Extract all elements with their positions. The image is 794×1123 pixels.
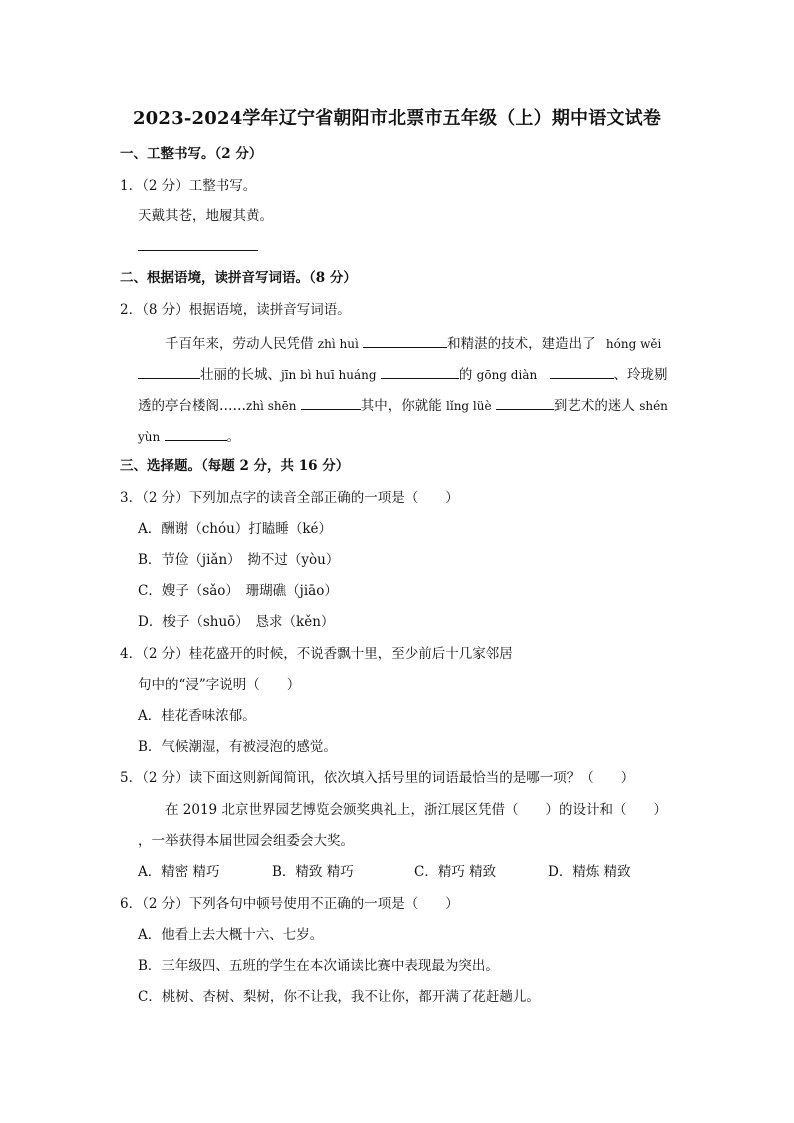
question-2-line-3 [138,395,668,415]
passage-text: 的 [458,367,473,383]
passage-text: 透的亭台楼阁…… [138,398,246,414]
section-3-heading: 三、选择题。（每题 2 分，共 16 分） [120,458,350,474]
passage-text: 和精湛的技术，建造出了 [447,336,596,352]
passage-text: 壮丽的长城、 [200,367,281,383]
question-3-option-b[interactable]: B．节俭（jiǎn） 拗不过（yòu） [138,552,340,568]
question-2-line-2 [138,364,668,384]
question-6-stem: 6．（2 分）下列各句中顿号使用不正确的一项是（ ） [120,896,459,912]
question-5-option-d[interactable]: D．精炼 精致 [548,864,631,880]
question-2-line-1 [165,333,661,353]
question-5-stem: 5．（2 分）读下面这则新闻简讯，依次填入括号里的词语最恰当的是哪一项？（ ） [120,770,635,786]
question-4-option-a[interactable]: A．桂花香味浓郁。 [138,708,256,724]
question-3-option-a[interactable]: A．酬谢（chóu）打瞌睡（ké） [138,521,332,537]
question-1-stem: 1．（2 分）工整书写。 [120,178,257,194]
question-5-option-c[interactable]: C．精巧 精致 [414,864,497,880]
answer-blank[interactable] [165,426,227,441]
passage-text: 其中，你就能 [360,398,442,414]
passage-text: 千百年来，劳动人民凭借 [165,336,318,352]
pinyin: zhì huì [317,337,359,351]
answer-blank[interactable] [138,236,258,251]
answer-blank[interactable] [550,364,614,379]
question-5-passage-2: ，一举获得本届世园会组委会大奖。 [138,833,354,849]
passage-text: 到艺术的迷人 [553,398,635,414]
answer-blank[interactable] [301,395,361,410]
question-3-option-d[interactable]: D．梭子（shuō） 恳求（kěn） [138,614,335,630]
question-3-stem: 3．（2 分）下列加点字的读音全部正确的一项是（ ） [120,490,459,506]
question-6-option-b[interactable]: B．三年级四、五班的学生在本次诵读比赛中表现最为突出。 [138,958,499,974]
question-1-answer-line[interactable] [138,236,258,256]
passage-text: 。 [226,429,241,445]
section-1-heading: 一、工整书写。（2 分） [120,146,263,162]
question-2-stem: 2．（8 分）根据语境，读拼音写词语。 [120,302,351,318]
answer-blank[interactable] [138,364,200,379]
answer-blank[interactable] [496,395,554,410]
pinyin: shén [639,399,668,413]
question-4-option-b[interactable]: B．气候潮湿，有被浸泡的感觉。 [138,739,337,755]
question-3-option-c[interactable]: C．嫂子（sǎo） 珊瑚礁（jiāo） [138,583,338,599]
pinyin: lǐng lüè [446,399,492,413]
question-2-line-4 [138,426,240,446]
question-5-option-a[interactable]: A．精密 精巧 [138,864,220,880]
pinyin: gōng diàn [476,368,538,382]
question-6-option-a[interactable]: A．他看上去大概十六、七岁。 [138,927,324,943]
question-4-stem: 4．（2 分）桂花盛开的时候，不说香飘十里，至少前后十几家邻居 [120,646,513,662]
pinyin: yùn [138,430,161,444]
pinyin: zhì shēn [246,399,297,413]
section-2-heading: 二、根据语境，读拼音写词语。（8 分） [120,270,357,286]
question-5-passage-1: 在 2019 北京世界园艺博览会颁奖典礼上，浙江展区凭借（ ）的设计和（ ） [165,802,667,818]
question-1-text: 天戴其苍，地履其黄。 [138,208,273,224]
passage-text: 、玲珑剔 [613,367,668,383]
pinyin: hóng wěi [605,337,662,351]
pinyin: jīn bì huī huáng [281,368,377,382]
exam-title: 2023-2024学年辽宁省朝阳市北票市五年级（上）期中语文试卷 [132,108,662,129]
answer-blank[interactable] [363,333,447,348]
question-6-option-c[interactable]: C．桃树、杏树、梨树，你不让我，我不让你，都开满了花赶趟儿。 [138,989,540,1005]
question-4-stem-2: 句中的“浸”字说明（ ） [138,677,301,693]
answer-blank[interactable] [381,364,459,379]
question-5-option-b[interactable]: B．精致 精巧 [272,864,354,880]
